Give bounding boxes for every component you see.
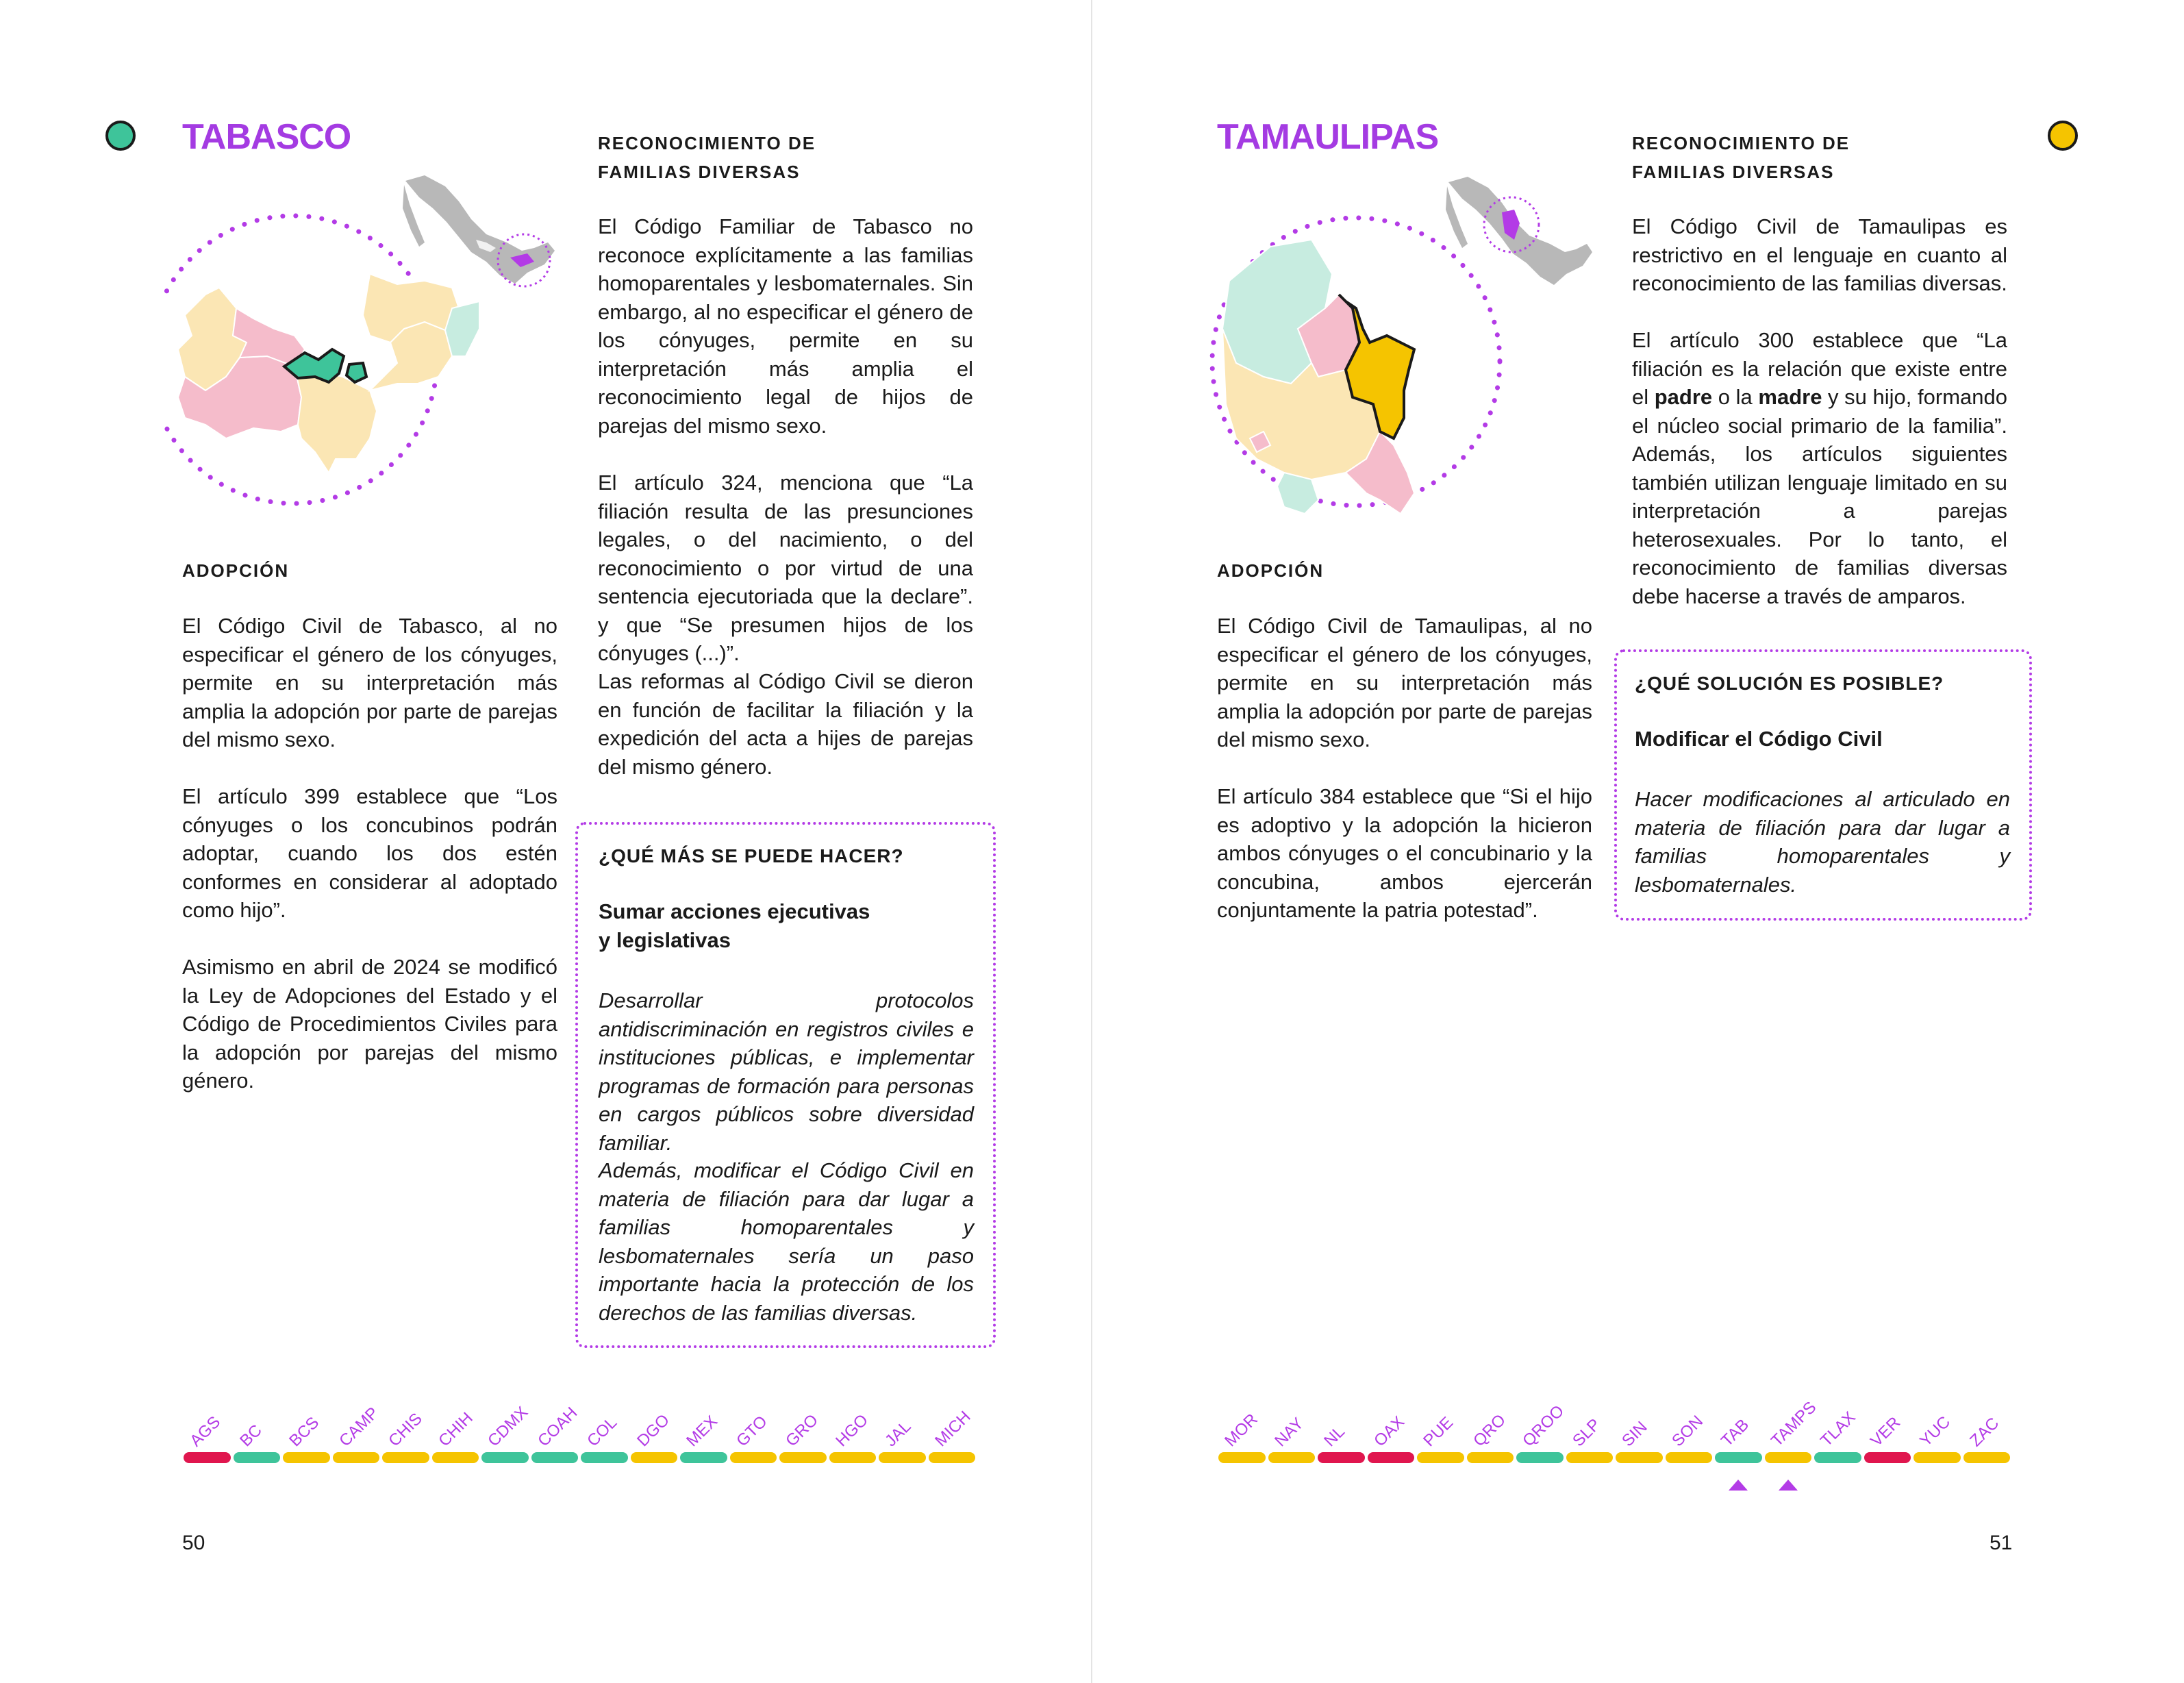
adopcion-heading: ADOPCIÓN (1217, 560, 1325, 581)
tabasco-municipalities (178, 274, 479, 473)
state-segment-qro (1467, 1452, 1514, 1463)
state-label-camp: CAMP (335, 1404, 382, 1451)
callout-subtitle (599, 897, 975, 954)
adopcion-heading: ADOPCIÓN (182, 560, 290, 581)
callout-box (575, 822, 996, 1348)
state-label-tlax: TLAX (1817, 1408, 1859, 1451)
state-segment-nl (1318, 1452, 1365, 1463)
page-title: TAMAULIPAS (1217, 117, 1439, 157)
state-label-bcs: BCS (286, 1413, 323, 1451)
state-segment-yuc (1913, 1452, 1961, 1463)
state-segment-hgo (829, 1452, 877, 1463)
page-number: 50 (182, 1532, 205, 1554)
state-segment-jal (879, 1452, 926, 1463)
state-segment-coah (531, 1452, 579, 1463)
state-segment-pue (1417, 1452, 1464, 1463)
state-label-qro: QRO (1469, 1410, 1509, 1451)
state-label-gto: GTO (732, 1412, 771, 1451)
state-label-mich: MICH (931, 1407, 975, 1451)
state-segment-cdmx (481, 1452, 529, 1463)
text-segment: o la (1712, 385, 1759, 409)
mexico-inset-map (403, 175, 555, 286)
mexico-inset-map (1446, 177, 1592, 285)
callout-title: ¿QUÉ MÁS SE PUEDE HACER? (599, 845, 904, 867)
reconocimiento-heading-line-1: RECONOCIMIENTO DE (1632, 133, 1850, 153)
page-number: 51 (1990, 1532, 2013, 1554)
reconocimiento-para-1: El Código Familiar de Tabasco no reconoce explícitamente a las familias homoparentales y lesbomaternales. Sin embargo, al no especificar el género de los cónyuges, permite en su interpretación más amplia el reconocimiento legal de hijos de parejas del mismo sexo. (598, 214, 973, 438)
state-label-dgo: DGO (633, 1410, 673, 1451)
state-segment-tamps (1765, 1452, 1812, 1463)
tamaulipas-region (1222, 240, 1414, 514)
state-label-pue: PUE (1420, 1413, 1457, 1451)
state-segment-mich (929, 1452, 976, 1463)
reconocimiento-para-2 (1632, 326, 2007, 610)
state-label-jal: JAL (881, 1417, 915, 1451)
text-segment: El artículo 300 establece que “La filiación es la relación que existe entre el (1632, 328, 2007, 409)
state-segment-gto (730, 1452, 777, 1463)
state-label-chis: CHIS (385, 1409, 426, 1451)
state-segment-nay (1268, 1452, 1316, 1463)
reconocimiento-heading-line-2: FAMILIAS DIVERSAS (1632, 162, 1835, 182)
page-tamaulipas (1092, 0, 2184, 1683)
state-label-ver: VER (1866, 1413, 1904, 1451)
states-status-bar (182, 1370, 977, 1466)
callout-subtitle-line-2: y legislativas (599, 927, 731, 952)
adopcion-para-2: El artículo 384 establece que “Si el hijo es adoptivo y la adopción la hicieron ambos cónyuges o el concubinario y la concubina, ambos ejercerán conjuntamente la patria potestad”. (1217, 784, 1592, 922)
adopcion-para-1: El Código Civil de Tabasco, al no especificar el género de los cónyuges, permite en su interpretación más amplia la adopción por parte de parejas del mismo sexo. (182, 614, 557, 751)
state-segment-ags (184, 1452, 231, 1463)
state-label-chih: CHIH (434, 1408, 477, 1451)
reconocimiento-heading-line-1: RECONOCIMIENTO DE (598, 133, 816, 153)
state-label-zac: ZAC (1966, 1414, 2003, 1451)
state-segment-chis (382, 1452, 429, 1463)
state-label-nay: NAY (1270, 1414, 1307, 1451)
callout-title: ¿QUÉ SOLUCIÓN ES POSIBLE? (1635, 673, 1944, 694)
state-label-ags: AGS (186, 1412, 225, 1451)
state-segment-bc (234, 1452, 281, 1463)
reconocimiento-heading (1632, 129, 1850, 186)
state-label-oax: OAX (1370, 1412, 1408, 1451)
adopcion-para-1: El Código Civil de Tamaulipas, al no especificar el género de los cónyuges, permite en su interpretación más amplia la adopción por parte de parejas del mismo sexo. (1217, 614, 1592, 751)
state-label-tab: TAB (1718, 1415, 1753, 1451)
state-segment-tlax (1814, 1452, 1861, 1463)
state-segment-son (1666, 1452, 1713, 1463)
state-segment-qroo (1516, 1452, 1564, 1463)
states-status-bar (1217, 1370, 2011, 1493)
state-segment-sin (1616, 1452, 1663, 1463)
state-label-tamps: TAMPS (1767, 1397, 1820, 1451)
state-label-sin: SIN (1618, 1417, 1651, 1451)
adopcion-para-3: Asimismo en abril de 2024 se modificó la Ley de Adopciones del Estado y el Código de Procedimientos Civiles para la adopción por parejas del mismo género. (182, 955, 557, 1093)
state-label-hgo: HGO (831, 1410, 872, 1451)
state-segment-dgo (631, 1452, 678, 1463)
state-label-slp: SLP (1568, 1415, 1604, 1451)
callout-box (1614, 649, 2032, 921)
state-marker-tamps (1779, 1480, 1798, 1491)
state-segment-bcs (283, 1452, 330, 1463)
state-segment-tab (1715, 1452, 1762, 1463)
state-segment-ver (1864, 1452, 1911, 1463)
callout-para-1: Desarrollar protocolos antidiscriminación en registros civiles e instituciones públicas, e implementar programas de formación para personas en cargos públicos sobre diversidad familiar. (599, 988, 974, 1155)
bold-word-madre: madre (1758, 385, 1822, 409)
tabasco-map (164, 171, 562, 541)
state-segment-oax (1368, 1452, 1415, 1463)
state-label-yuc: YUC (1916, 1412, 1955, 1451)
reconocimiento-para-3: Las reformas al Código Civil se dieron en función de facilitar la filiación y la expedición del acta a hijes de parejas del mismo género. (598, 669, 973, 779)
state-segment-col (581, 1452, 628, 1463)
state-segment-mex (680, 1452, 727, 1463)
state-label-mex: MEX (683, 1412, 722, 1451)
state-label-coah: COAH (534, 1404, 581, 1451)
status-dot (105, 121, 136, 151)
state-segment-zac (1963, 1452, 2011, 1463)
reconocimiento-para-2: El artículo 324, menciona que “La filiación resulta de las presunciones legales, o del nacimiento, o del reconocimiento o por virtud de una sentencia ejecutoriada que la declare”. y que “Se presumen hijos de los cónyuges (...)”. (598, 471, 973, 665)
state-segment-gro (779, 1452, 827, 1463)
page-title: TABASCO (182, 117, 351, 157)
tamaulipas-map (1209, 171, 1592, 541)
reconocimiento-heading (598, 129, 816, 186)
state-label-mor: MOR (1221, 1410, 1262, 1451)
state-label-col: COL (583, 1413, 621, 1451)
state-label-gro: GRO (782, 1410, 822, 1451)
state-segment-slp (1566, 1452, 1614, 1463)
status-dot (2048, 121, 2078, 151)
state-marker-tab (1729, 1480, 1748, 1491)
callout-subtitle-line-1: Sumar acciones ejecutivas (599, 899, 870, 923)
state-segment-mor (1218, 1452, 1266, 1463)
state-label-cdmx: CDMX (484, 1403, 532, 1451)
reconocimiento-para-1: El Código Civil de Tamaulipas es restrictivo en el lenguaje en cuanto al reconocimiento de las familias diversas. (1632, 214, 2007, 295)
state-segment-camp (333, 1452, 380, 1463)
state-label-qroo: QROO (1519, 1401, 1568, 1451)
callout-para: Hacer modificaciones al articulado en materia de filiación para dar lugar a familias homoparentales y lesbomaternales. (1635, 787, 2010, 897)
state-label-son: SON (1668, 1412, 1707, 1451)
callout-para-2: Además, modificar el Código Civil en materia de filiación para dar lugar a familias homoparentales y lesbomaternales sería un paso importante hacia la protección de los derechos de las familias diversas. (599, 1158, 974, 1325)
adopcion-para-2: El artículo 399 establece que “Los cónyuges o los concubinos podrán adoptar, cuando los dos estén conformes en considerar al adoptado como hijo”. (182, 784, 557, 922)
text-segment: y su hijo, formando el núcleo social primario de la familia”. Además, los artículos siguientes también utilizan lenguaje limitado en su interpretación a parejas heterosexuales. Por lo tanto, el reconocimiento de familias diversas debe hacerse a través de amparos. (1632, 385, 2007, 608)
bold-word-padre: padre (1654, 385, 1713, 409)
callout-subtitle: Modificar el Código Civil (1635, 727, 1883, 751)
state-label-nl: NL (1320, 1422, 1348, 1451)
state-segment-chih (432, 1452, 479, 1463)
state-label-bc: BC (236, 1421, 266, 1451)
reconocimiento-heading-line-2: FAMILIAS DIVERSAS (598, 162, 801, 182)
